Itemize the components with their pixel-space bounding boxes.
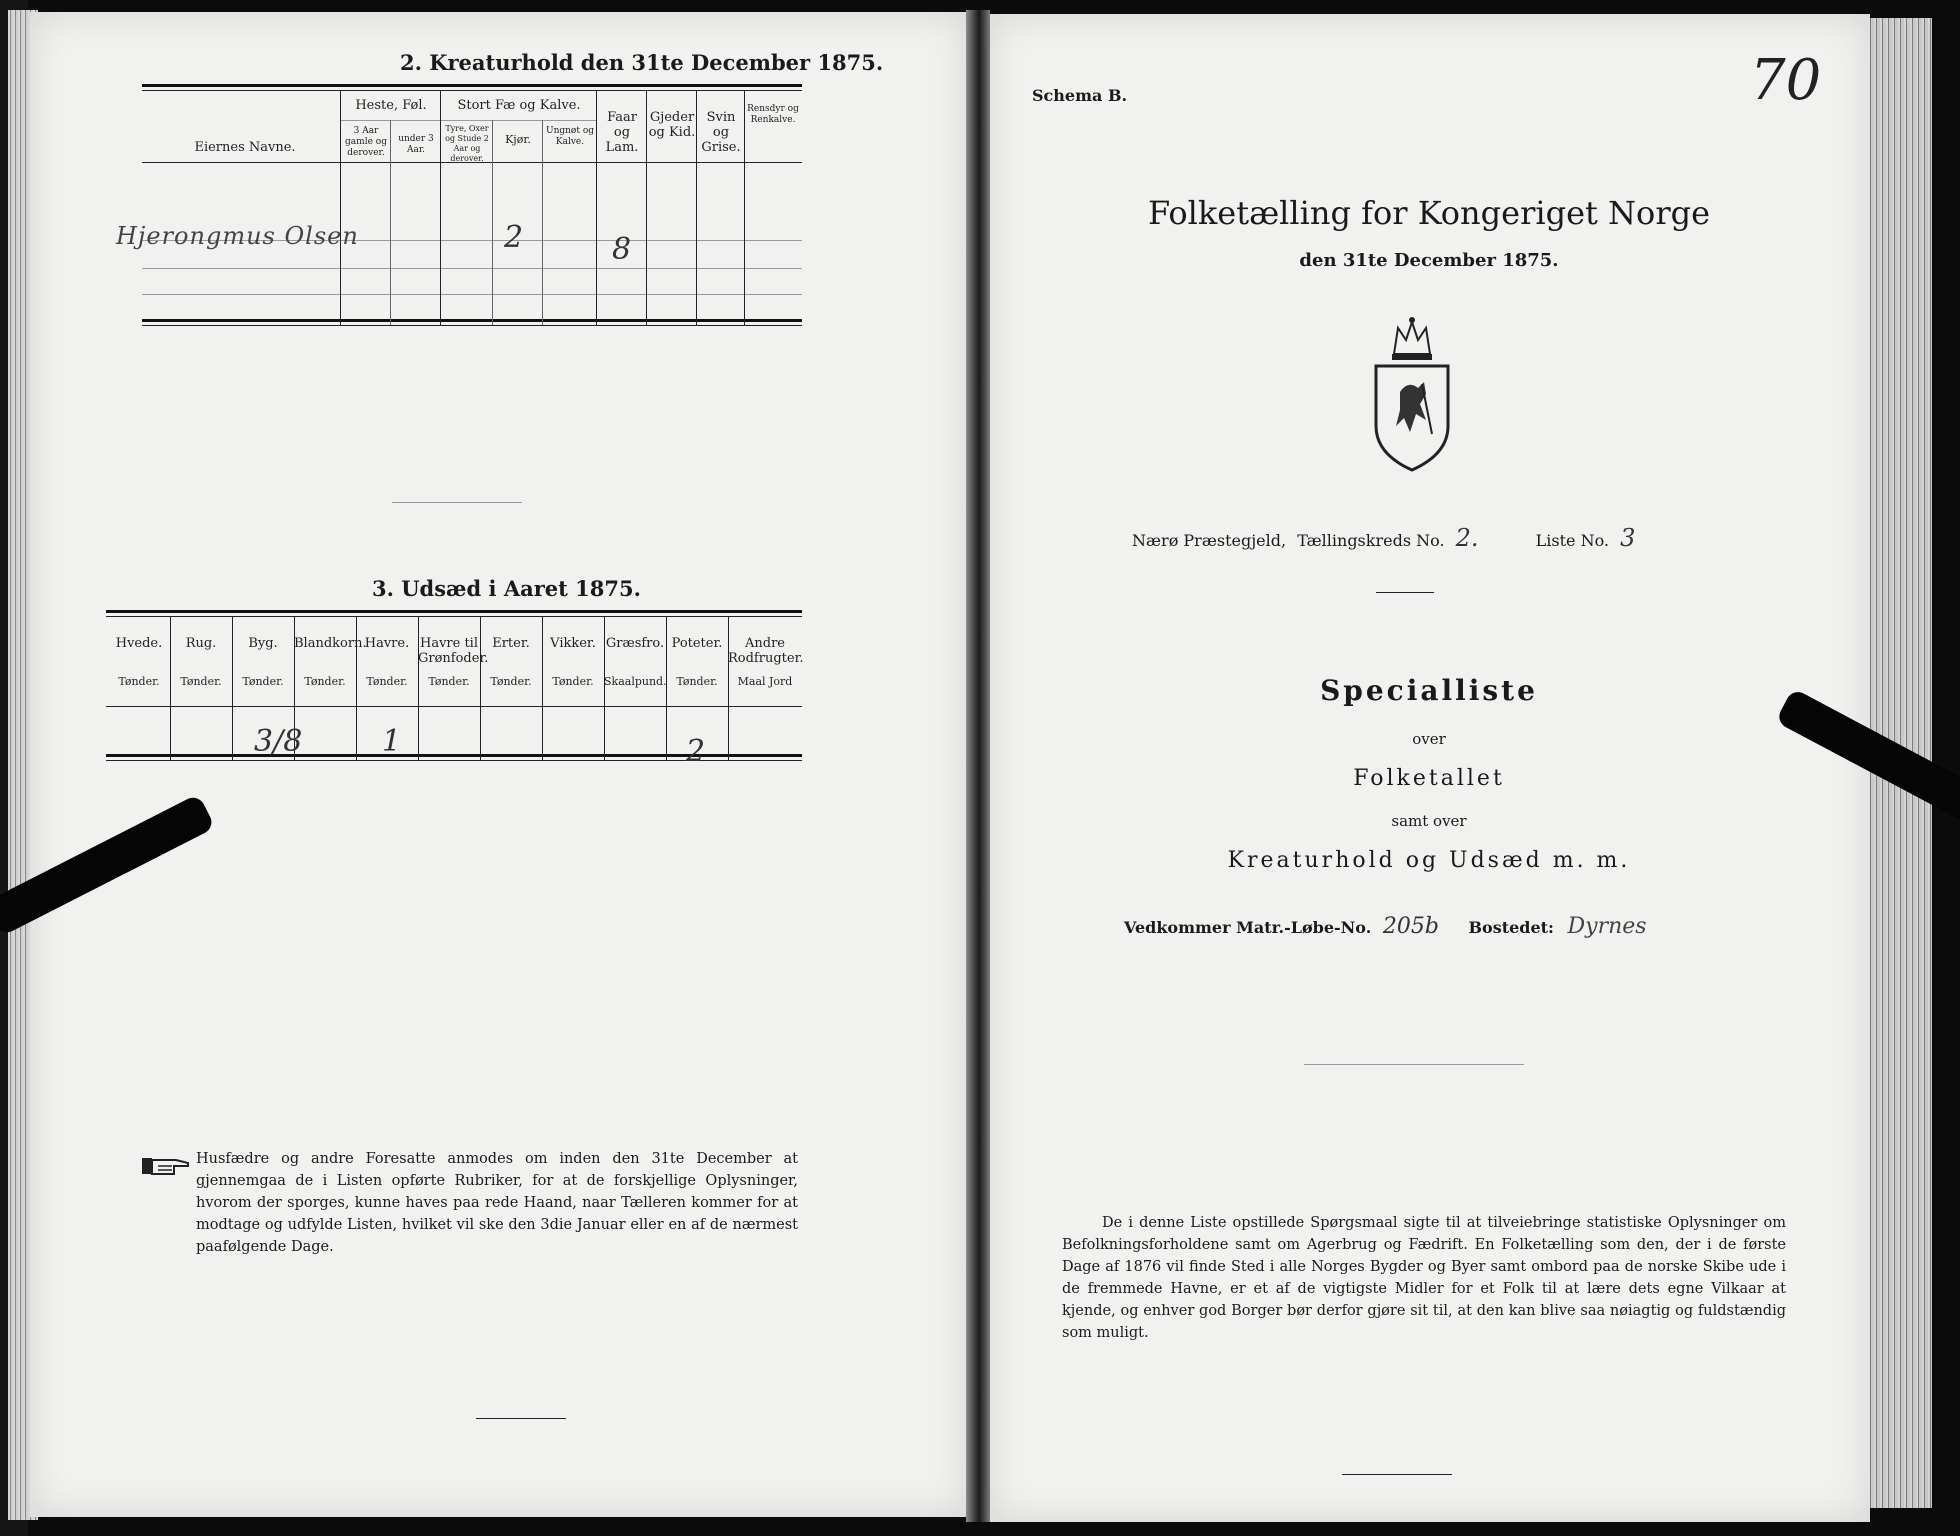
matrikkel-line xyxy=(1124,914,1647,939)
potatoes-entry: 2 xyxy=(686,734,706,769)
intro-paragraph: De i denne Liste opstillede Spørgsmaal sigte til at tilveiebringe statistiske Oplysninger om Befolkningsforholdene samt om Agerbrug og Fædrift. En Folketælling som den, der i de første Dage af 1876 vil finde Sted i alle Norges Bygder og Byer samt ombord paa de norske Skibe ude i de fremmede Havne, er et af de vigtigste Midler for et Folk til at lære dets egne Vilkaar at kjende, og enhver god Borger bør derfor gjøre sit til, at den kan blive saa nøiagtig og fuldstændig som muligt. xyxy=(1062,1215,1786,1341)
table-rule xyxy=(142,294,802,295)
cows-entry: 2 xyxy=(504,220,524,255)
table-col-divider xyxy=(492,120,493,325)
table-col-divider xyxy=(646,90,647,325)
reindeer-header: Rensdyr og Renkalve. xyxy=(747,104,799,125)
notice-text: Husfædre og andre Foresatte anmodes om inden den 31te December at gjennemgaa de i Listen opførte Rubriker, for at de forskjellige Oplysninger, hvorom der sporges, kunne haves paa rede Haand, naar Tælleren kommer for at modtage og udfylde Listen, hvilket vil ske den 3die Januar eller en af de nærmest paafølgende Dage. xyxy=(196,1151,798,1255)
table-col-divider xyxy=(542,120,543,325)
coat-of-arms-icon xyxy=(1370,314,1454,474)
section2-title: 2. Kreaturhold den 31te December 1875. xyxy=(400,50,884,75)
page-number: 70 xyxy=(1750,48,1822,113)
table-rule xyxy=(106,610,802,613)
seed-col-unit: Tønder. xyxy=(428,675,470,688)
seed-col-name: Andre Rodfrugter. xyxy=(728,636,804,666)
district-number: 2. xyxy=(1455,524,1479,552)
list-number: 3 xyxy=(1620,524,1636,552)
divider-rule xyxy=(1304,1064,1524,1065)
seed-col-name: Græsfro. xyxy=(605,636,665,651)
main-title: Folketælling for Kongeriget Norge xyxy=(1147,194,1711,232)
horses-header: Heste, Føl. xyxy=(355,98,427,113)
specialliste-title: Specialliste xyxy=(1320,674,1538,707)
seed-col-name: Hvede. xyxy=(115,636,163,651)
goats-header: Gjeder og Kid. xyxy=(648,110,696,140)
oats-entry: 1 xyxy=(382,724,402,759)
owner-header: Eiernes Navne. xyxy=(194,140,296,155)
table-col-divider xyxy=(696,90,697,325)
seed-col-unit: Tønder. xyxy=(304,675,346,688)
seed-col-name: Havre til Grønfoder. xyxy=(418,636,489,666)
subheader-calves: Ungnøt og Kalve. xyxy=(545,126,594,147)
seed-col-unit: Tønder. xyxy=(242,675,284,688)
right-page xyxy=(988,14,1870,1522)
table-col-divider xyxy=(390,120,391,325)
left-page xyxy=(30,12,968,1517)
table-rule xyxy=(106,616,802,617)
table-rule xyxy=(142,319,802,322)
seed-col-unit: Tønder. xyxy=(676,675,718,688)
subheader-bulls: Tyre, Oxer og Stude 2 Aar og derover. xyxy=(445,124,489,163)
divider-rule xyxy=(1376,592,1434,593)
seed-col-unit: Tønder. xyxy=(366,675,408,688)
table-col-divider xyxy=(440,90,441,325)
cattle-header: Stort Fæ og Kalve. xyxy=(457,98,581,113)
seed-col-name: Poteter. xyxy=(671,636,723,651)
section3-title: 3. Udsæd i Aaret 1875. xyxy=(372,576,641,601)
table-rule xyxy=(142,90,802,91)
over-text: over xyxy=(1412,730,1446,748)
folketallet-title: Folketallet xyxy=(1353,766,1505,791)
table-rule xyxy=(340,120,596,121)
district-line xyxy=(1132,524,1635,552)
list-label: Liste No. xyxy=(1535,531,1610,550)
bostedet-label: Bostedet: xyxy=(1468,918,1554,937)
owner-name-entry: Hjerongmus Olsen xyxy=(116,222,359,250)
schema-label: Schema B. xyxy=(1032,86,1128,105)
parish-label: Nærø Præstegjeld, xyxy=(1132,531,1287,550)
matr-number: 205b xyxy=(1382,914,1439,939)
divider-rule xyxy=(1342,1474,1452,1475)
seed-col-name: Erter. xyxy=(492,636,530,651)
seed-col-name: Rug. xyxy=(185,636,217,651)
seed-col-name: Havre. xyxy=(364,636,410,651)
divider-rule xyxy=(476,1418,566,1419)
subheader-horses-old: 3 Aar gamle og derover. xyxy=(345,126,387,158)
pointing-hand-icon xyxy=(140,1152,192,1180)
samt-over-text: samt over xyxy=(1391,812,1467,830)
seed-col-unit: Tønder. xyxy=(490,675,532,688)
table-rule xyxy=(142,84,802,87)
book-gutter xyxy=(966,10,990,1522)
matr-label: Vedkommer Matr.-Løbe-No. xyxy=(1124,918,1372,937)
sheep-header: Faar og Lam. xyxy=(605,110,639,155)
table-rule xyxy=(106,706,802,707)
seed-col-unit: Tønder. xyxy=(180,675,222,688)
table-rule xyxy=(142,268,802,269)
table-col-divider xyxy=(596,90,597,325)
subheader-horses-young: under 3 Aar. xyxy=(398,134,434,155)
seed-col-unit: Skaalpund. xyxy=(604,675,667,688)
table-col-divider xyxy=(340,90,341,325)
seed-col-name: Byg. xyxy=(248,636,278,651)
sheep-entry: 8 xyxy=(612,232,632,267)
bostedet-value: Dyrnes xyxy=(1567,914,1647,939)
kreaturhold-title: Kreaturhold og Udsæd m. m. xyxy=(1227,848,1631,873)
subheader-cows: Kjør. xyxy=(505,133,531,146)
divider-rule xyxy=(392,502,522,503)
seed-col-name: Vikker. xyxy=(550,636,596,651)
date-line: den 31te December 1875. xyxy=(1299,250,1559,271)
table-col-divider xyxy=(744,90,745,325)
table-rule xyxy=(142,325,802,326)
pigs-header: Svin og Grise. xyxy=(701,110,741,155)
seed-col-unit: Tønder. xyxy=(118,675,160,688)
seed-col-name: Blandkorn. xyxy=(294,636,367,651)
seed-col-unit: Tønder. xyxy=(552,675,594,688)
district-label: Tællingskreds No. xyxy=(1297,531,1445,550)
barley-entry: 3/8 xyxy=(254,724,303,759)
seed-col-unit: Maal Jord xyxy=(737,675,793,688)
